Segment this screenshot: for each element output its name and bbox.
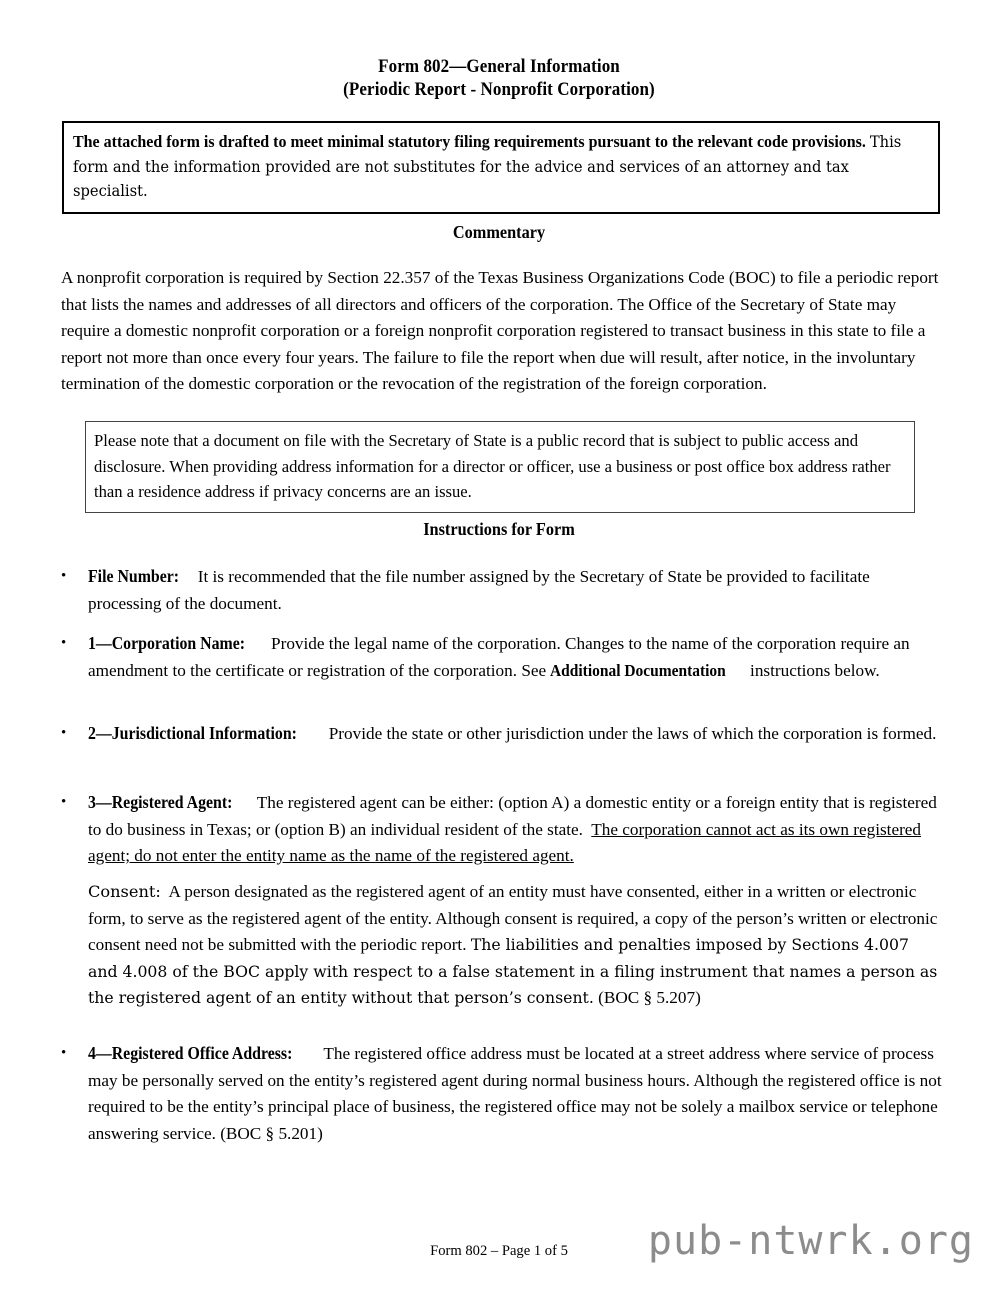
page-footer: Form 802 – Page 1 of 5: [430, 1243, 568, 1259]
title-line-2: (Periodic Report - Nonprofit Corporation): [343, 80, 655, 100]
instruction-body-emphasis: Additional Documentation: [550, 660, 727, 680]
instruction-content: [88, 563, 943, 617]
statutory-notice-box: [62, 121, 940, 214]
instruction-item-corporation-name: [61, 630, 943, 684]
instruction-item-file-number: [61, 563, 943, 617]
consent-label: Consent:: [88, 882, 161, 901]
instructions-heading: Instructions for Form: [423, 519, 575, 539]
instruction-lead-label: 1—Corporation Name:: [88, 633, 246, 653]
consent-text-part1: A person designated as the registered agent of an entity must have consented, either in a written or electronic form, to serve as the registered agent of the entity. Although consent is required, a copy of the person’s written or electronic consent need not be submitted with the periodic report.: [88, 882, 938, 955]
consent-text-citation: (BOC § 5.207): [598, 988, 701, 1008]
instruction-item-registered-office-address: [61, 1040, 943, 1147]
instruction-content: [88, 630, 943, 684]
instruction-body-text: The registered agent can be either: (option A) a domestic entity or a foreign entity that is registered to do business in Texas; or (option B) an individual resident of the state.: [88, 793, 937, 839]
statutory-notice-light: This form and the information provided are not substitutes for the advice and services of an attorney and tax specialist.: [73, 133, 902, 200]
instruction-body-underlined: The corporation cannot act as its own registered agent; do not enter the entity name as the name of the registered agent.: [88, 819, 922, 866]
bullet-marker-icon: •: [61, 568, 67, 584]
statutory-notice-bold: The attached form is drafted to meet minimal statutory filing requirements pursuant to the relevant code provisions.: [73, 132, 866, 151]
bullet-marker-icon: •: [61, 725, 67, 741]
page-title: [40, 56, 958, 102]
instruction-body-text: The registered office address must be located at a street address where service of process may be personally served on the entity’s registered agent during normal business hours. Although the registered office is not required to be the entity’s principal place of business, the registered office may not be solely a mailbox service or telephone answering service. (BOC § 5.201): [88, 1044, 942, 1143]
instruction-lead-label: 3—Registered Agent:: [88, 792, 233, 812]
instruction-content: [88, 720, 943, 748]
bullet-marker-icon: •: [61, 1045, 67, 1061]
consent-paragraph: [88, 879, 943, 1012]
commentary-paragraph: A nonprofit corporation is required by Section 22.357 of the Texas Business Organizations Code (BOC) to file a periodic report that lists the names and addresses of all directors and officers of the corporation. The Office of the Secretary of State may require a domestic nonprofit corporation or a foreign nonprofit corporation registered to transact business in this state to file a report not more than once every four years. The failure to file the report when due will result, after notice, in the involuntary termination of the domestic corporation or the revocation of the registration of the foreign corporation.: [61, 268, 939, 394]
instruction-body-text: Provide the state or other jurisdiction under the laws of which the corporation is formed.: [328, 724, 937, 743]
instruction-body-text: It is recommended that the file number assigned by the Secretary of State be provided to facilitate processing of the document.: [88, 567, 870, 613]
instruction-content: [88, 1040, 943, 1147]
instruction-content: [88, 789, 943, 870]
consent-text-part2: The liabilities and penalties imposed by Sections 4.007 and 4.008 of the BOC apply with respect to a false statement in a filing instrument that names a person as the registered agent of an entity without that person’s consent.: [88, 935, 938, 1008]
instruction-body-text: Provide the legal name of the corporation. Changes to the name of the corporation require an amendment to the certificate or registration of the corporation. See: [88, 634, 910, 680]
title-line-1: Form 802—General Information: [378, 57, 620, 77]
public-record-note-text: Please note that a document on file with the Secretary of State is a public record that is subject to public access and disclosure. When providing address information for a director or officer, use a business or post office box address rather than a residence address if privacy concerns are an issue.: [94, 431, 891, 501]
instruction-lead-label: File Number:: [88, 566, 180, 586]
statutory-notice-text: [73, 130, 926, 204]
instruction-item-registered-agent: [61, 789, 943, 870]
public-record-note-box: [85, 421, 915, 513]
instruction-body-text-cont: instructions below.: [750, 660, 880, 680]
instruction-lead-label: 4—Registered Office Address:: [88, 1043, 293, 1063]
instruction-lead-label: 2—Jurisdictional Information:: [88, 723, 297, 743]
bullet-marker-icon: •: [61, 635, 67, 651]
instruction-item-jurisdictional-information: [61, 720, 943, 748]
commentary-heading: Commentary: [452, 222, 546, 242]
site-watermark: pub-ntwrk.org: [647, 1218, 974, 1264]
bullet-marker-icon: •: [61, 794, 67, 810]
